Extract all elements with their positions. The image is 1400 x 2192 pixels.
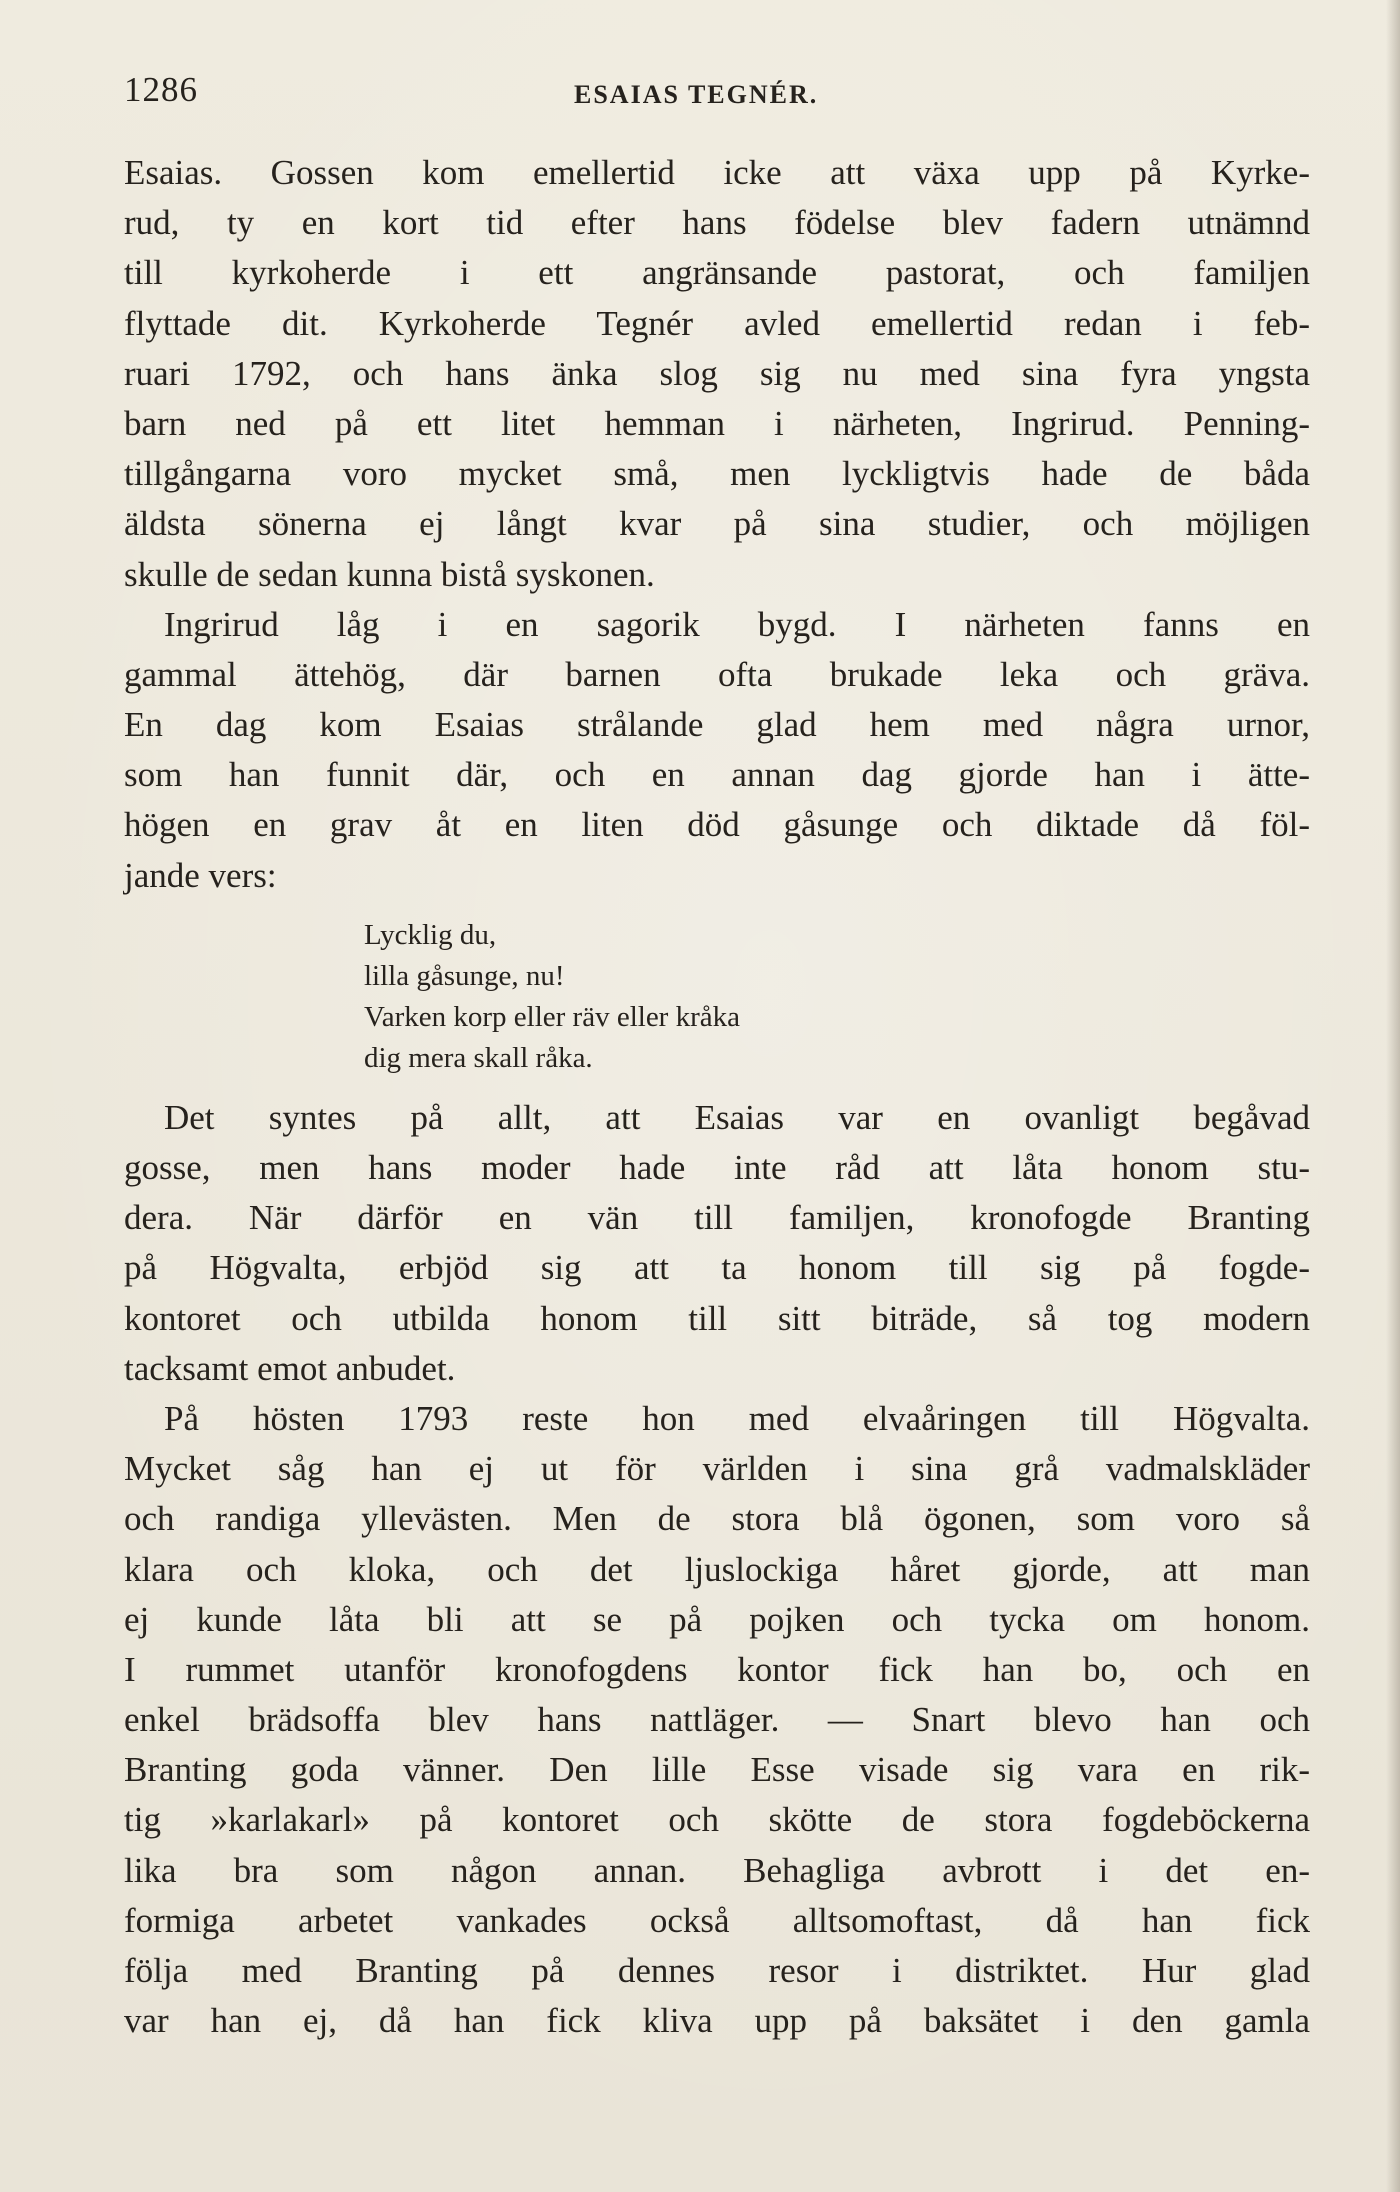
text-line: jande vers:	[124, 855, 277, 895]
paragraph-3	[124, 1093, 1310, 1394]
text-line: ej kunde låta bli att se på pojken och tycka om honom.	[124, 1599, 1310, 1639]
text-line: Branting goda vänner. Den lille Esse visade sig vara en rik-	[124, 1750, 1310, 1790]
text-line: formiga arbetet vankades också alltsomoftast, då han fick	[124, 1900, 1310, 1940]
text-line: Ingrirud låg i en sagorik bygd. I närheten fanns en	[164, 604, 1310, 644]
text-line: ruari 1792, och hans änka slog sig nu med sina fyra yngsta	[124, 353, 1310, 393]
text-line: tillgångarna voro mycket små, men lyckligtvis hade de båda	[124, 454, 1310, 494]
page-number: 1286	[124, 70, 198, 109]
text-line: Mycket såg han ej ut för världen i sina grå vadmalskläder	[124, 1449, 1310, 1489]
text-line: på Högvalta, erbjöd sig att ta honom till sig på fogde-	[124, 1248, 1310, 1288]
paragraph-1	[124, 148, 1310, 600]
text-line: dera. När därför en vän till familjen, kronofogde Branting	[124, 1198, 1310, 1238]
poem-line: dig mera skall råka.	[364, 1041, 593, 1074]
text-line: till kyrkoherde i ett angränsande pastorat, och familjen	[124, 253, 1310, 293]
text-line: och randiga yllevästen. Men de stora blå ögonen, som voro så	[124, 1499, 1310, 1539]
text-line: lika bra som någon annan. Behagliga avbrott i det en-	[124, 1850, 1310, 1890]
text-line: Det syntes på allt, att Esaias var en ovanligt begåvad	[164, 1097, 1310, 1137]
poem-line: Lycklig du,	[364, 918, 497, 951]
paragraph-2	[124, 600, 1310, 901]
page-header	[124, 70, 1310, 120]
text-line: enkel brädsoffa blev hans nattläger. — Snart blevo han och	[124, 1700, 1310, 1740]
poem-line: lilla gåsunge, nu!	[364, 959, 565, 992]
text-line: gammal ättehög, där barnen ofta brukade leka och gräva.	[124, 654, 1310, 694]
text-line: var han ej, då han fick kliva upp på baksätet i den gamla	[124, 2001, 1310, 2041]
poem	[124, 915, 1310, 1079]
text-line: tacksamt emot anbudet.	[124, 1348, 456, 1388]
text-line: I rummet utanför kronofogdens kontor fick han bo, och en	[124, 1649, 1310, 1689]
body-text	[124, 148, 1310, 2046]
text-line: som han funnit där, och en annan dag gjorde han i ätte-	[124, 755, 1310, 795]
text-line: följa med Branting på dennes resor i distriktet. Hur glad	[124, 1951, 1310, 1990]
text-line: högen en grav åt en liten död gåsunge och diktade då föl-	[124, 805, 1310, 845]
text-line: skulle de sedan kunna bistå syskonen.	[124, 554, 655, 594]
text-line: tig »karlakarl» på kontoret och skötte de stora fogdeböckerna	[124, 1800, 1310, 1840]
text-line: gosse, men hans moder hade inte råd att låta honom stu-	[124, 1148, 1310, 1187]
page-edge-shadow	[1386, 0, 1400, 2192]
running-head: ESAIAS TEGNÉR.	[574, 80, 819, 109]
poem-line: Varken korp eller räv eller kråka	[364, 1000, 740, 1033]
text-line: klara och kloka, och det ljuslockiga håret gjorde, att man	[124, 1549, 1310, 1589]
paragraph-4	[124, 1394, 1310, 2046]
text-line: Esaias. Gossen kom emellertid icke att växa upp på Kyrke-	[124, 153, 1310, 192]
text-line: En dag kom Esaias strålande glad hem med några urnor,	[124, 705, 1310, 745]
text-line: rud, ty en kort tid efter hans födelse blev fadern utnämnd	[124, 203, 1310, 243]
text-line: barn ned på ett litet hemman i närheten, Ingrirud. Penning-	[124, 403, 1310, 443]
text-line: äldsta sönerna ej långt kvar på sina studier, och möjligen	[124, 504, 1310, 544]
text-line: kontoret och utbilda honom till sitt biträde, så tog modern	[124, 1298, 1310, 1338]
text-line: flyttade dit. Kyrkoherde Tegnér avled emellertid redan i feb-	[124, 303, 1310, 343]
text-line: På hösten 1793 reste hon med elvaåringen till Högvalta.	[164, 1398, 1310, 1438]
